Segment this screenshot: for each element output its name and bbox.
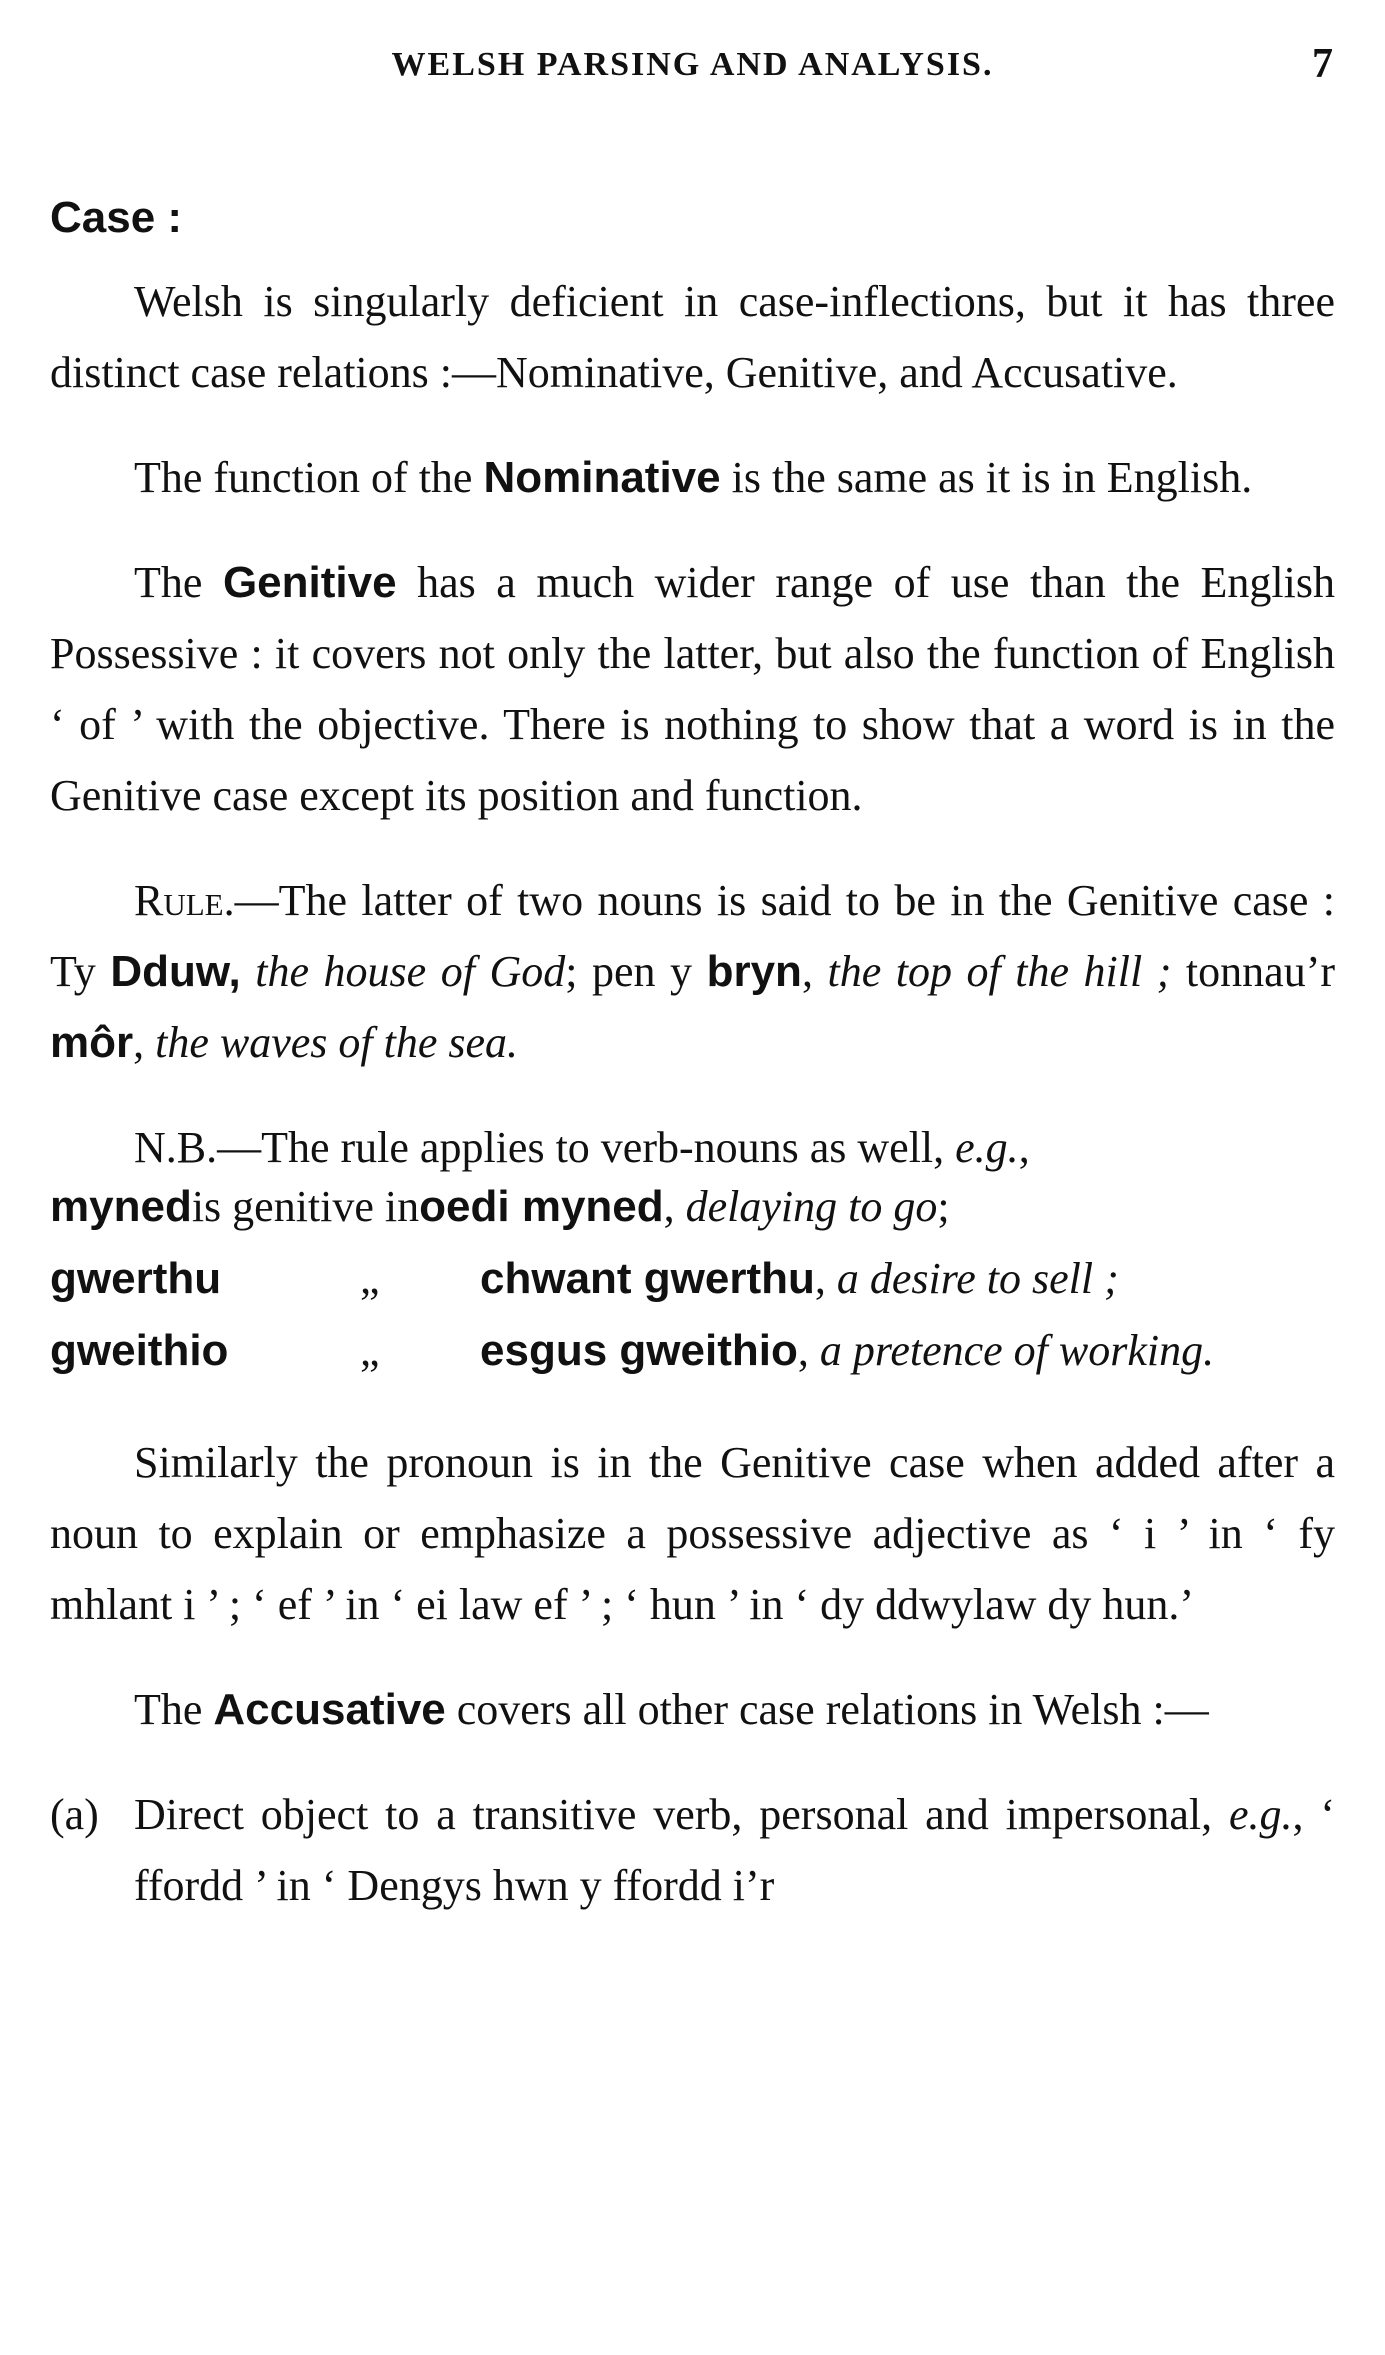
welsh-word: Dduw,: [110, 947, 241, 996]
comma: ,: [814, 1254, 837, 1303]
list-item-a: [50, 1779, 1335, 1921]
paragraph-pronoun: Similarly the pronoun is in the Genitive case when added after a noun to explain or emphasize a possessive adjective as ‘ i ’ in ‘ fy mhlant i ’ ; ‘ ef ’ in ‘ ei law ef ’ ; ‘ hun ’ in ‘ dy ddwylaw dy hun.’: [50, 1438, 1335, 1629]
term-nominative: Nominative: [483, 453, 721, 502]
eg-abbrev: e.g.: [955, 1123, 1019, 1172]
paragraph-nominative: [50, 442, 1335, 513]
ditto-mark: „: [360, 1326, 380, 1375]
example-gloss: a pretence of working.: [819, 1326, 1215, 1375]
text-run: ,: [801, 947, 828, 996]
comma: ,: [797, 1326, 820, 1375]
text-run: The: [134, 1685, 214, 1734]
example-phrase: oedi myned: [419, 1182, 664, 1231]
english-gloss: the top of the hill ;: [827, 947, 1172, 996]
running-title: WELSH PARSING AND ANALYSIS.: [391, 46, 994, 83]
term-genitive: Genitive: [222, 558, 397, 607]
comma: ,: [663, 1182, 686, 1231]
list-text: [134, 1779, 1335, 1921]
paragraph-nb: [50, 1112, 1335, 1183]
text-run: , ‘ ffordd ’ in ‘ Dengys hwn y ffordd i’r: [134, 1790, 1335, 1910]
text-run: ,: [133, 1018, 156, 1067]
english-gloss: the waves of the sea.: [155, 1018, 519, 1067]
running-head: [50, 40, 1335, 100]
example-gloss: a desire to sell ;: [836, 1254, 1119, 1303]
example-phrase: esgus gweithio: [480, 1326, 798, 1375]
text-run: N.B.—The rule applies to verb-nouns as well,: [134, 1123, 956, 1172]
paragraph-case-intro: Welsh is singularly deficient in case-inflections, but it has three distinct case relations :—Nominative, Genitive, and Accusative.: [50, 277, 1335, 397]
example-middle: is genitive in: [191, 1182, 420, 1231]
example-row: [50, 1181, 1335, 1253]
paragraph-rule: [50, 865, 1335, 1078]
example-phrase: chwant gwerthu: [480, 1254, 815, 1303]
ditto-mark: „: [360, 1254, 380, 1303]
example-word: gwerthu: [50, 1254, 222, 1303]
text-run: has a much wider range of use than the English Possessive : it covers not only the latter, but also the function of English ‘ of ’ with the objective. There is nothing to show that a word is in the Genitive case except its position and function.: [50, 558, 1336, 820]
text-run: ,: [1018, 1123, 1030, 1172]
example-gloss: delaying to go: [685, 1182, 938, 1231]
paragraph-genitive: [50, 547, 1335, 831]
text-run: The function of the: [134, 453, 484, 502]
text-run: tonnau’r: [1171, 947, 1335, 996]
text-run: Direct object to a transitive verb, personal and impersonal,: [134, 1790, 1229, 1839]
example-row: [50, 1325, 1335, 1397]
text-run: —The latter of two nouns is said to be in the Genitive case : Ty: [50, 876, 1335, 996]
example-word: gweithio: [50, 1326, 229, 1375]
page: [50, 40, 1335, 1921]
list-marker: (a): [50, 1790, 99, 1839]
welsh-word: môr: [50, 1018, 134, 1067]
verb-noun-examples: [50, 1181, 1335, 1397]
example-row: [50, 1253, 1335, 1325]
page-number: 7: [1312, 41, 1333, 87]
section-heading: Case :: [50, 193, 183, 242]
text-run: covers all other case relations in Welsh :—: [445, 1685, 1209, 1734]
english-gloss: the house of God: [255, 947, 566, 996]
welsh-word: bryn: [706, 947, 802, 996]
rule-label: Rule.: [134, 876, 235, 925]
paragraph-accusative: [50, 1674, 1335, 1745]
example-end: ;: [937, 1182, 950, 1231]
text-run: ; pen y: [565, 947, 707, 996]
example-word: myned: [50, 1182, 192, 1231]
term-accusative: Accusative: [213, 1685, 446, 1734]
eg-abbrev: e.g.: [1228, 1790, 1293, 1839]
text-run: The: [134, 558, 223, 607]
text-run: is the same as it is in English.: [720, 453, 1253, 502]
